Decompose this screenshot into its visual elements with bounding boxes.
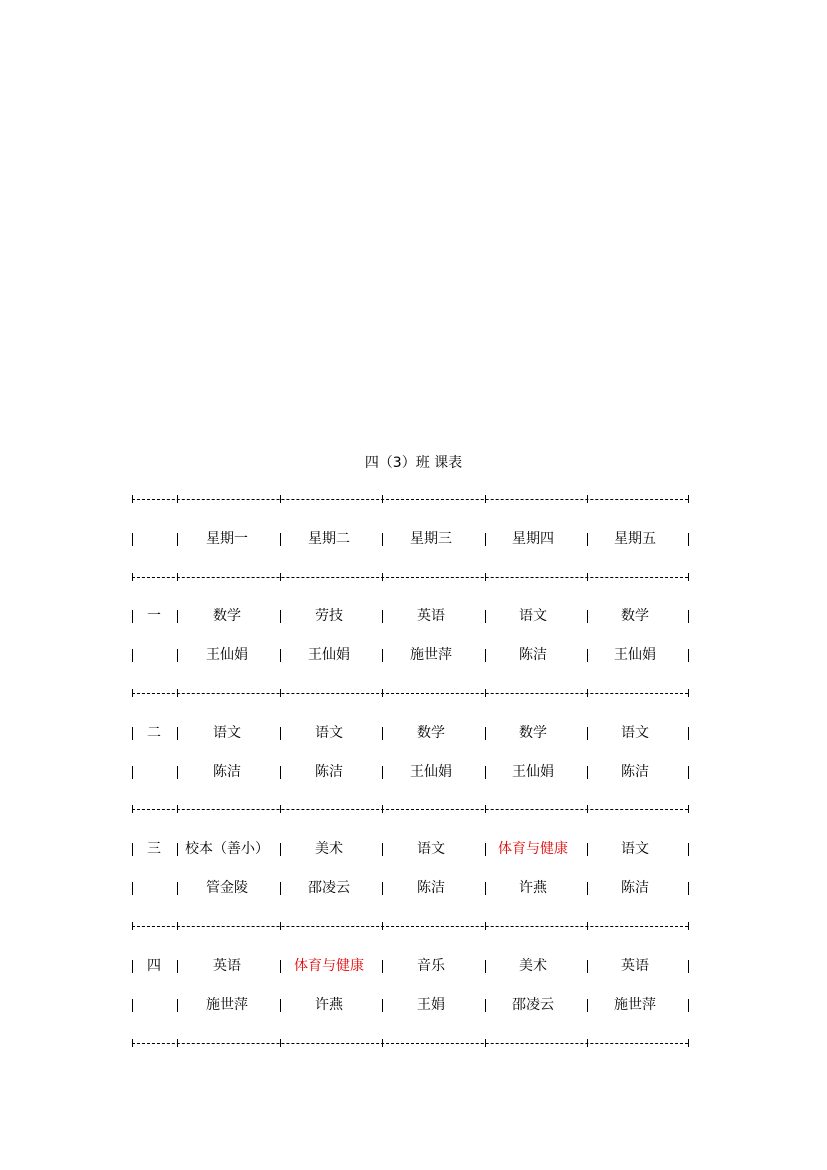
table-border-tick xyxy=(280,922,281,930)
subject-cell: 英语 xyxy=(621,958,649,974)
period-label: 二 xyxy=(147,725,161,741)
table-border-tick xyxy=(132,495,133,503)
table-column-divider xyxy=(688,960,689,973)
table-column-divider xyxy=(688,649,689,662)
subject-cell: 语文 xyxy=(315,725,343,741)
table-border-tick xyxy=(280,573,281,581)
subject-cell: 体育与健康 xyxy=(294,958,364,974)
subject-cell: 数学 xyxy=(621,608,649,624)
table-border-tick xyxy=(688,922,689,930)
table-column-divider xyxy=(688,882,689,895)
table-column-divider xyxy=(132,882,133,895)
table-border-tick xyxy=(177,573,178,581)
table-border-tick xyxy=(382,1039,383,1047)
table-border-tick xyxy=(587,805,588,813)
subject-cell: 数学 xyxy=(213,608,241,624)
table-border-tick xyxy=(485,805,486,813)
table-border-tick xyxy=(587,573,588,581)
teacher-cell: 陈洁 xyxy=(417,880,445,896)
teacher-cell: 许燕 xyxy=(519,880,547,896)
table-column-divider xyxy=(688,843,689,856)
table-column-divider xyxy=(132,533,133,546)
table-border-tick xyxy=(485,1039,486,1047)
teacher-cell: 施世萍 xyxy=(206,997,248,1013)
subject-cell: 劳技 xyxy=(315,608,343,624)
table-border-tick xyxy=(688,495,689,503)
subject-cell: 英语 xyxy=(213,958,241,974)
table-border-tick xyxy=(382,573,383,581)
table-border-line xyxy=(132,809,688,810)
table-column-divider xyxy=(688,610,689,623)
table-border-line xyxy=(132,499,688,500)
teacher-cell: 管金陵 xyxy=(206,880,248,896)
teacher-cell: 陈洁 xyxy=(213,764,241,780)
subject-cell: 语文 xyxy=(621,725,649,741)
table-border-tick xyxy=(280,805,281,813)
table-border-tick xyxy=(587,689,588,697)
table-border-tick xyxy=(688,689,689,697)
table-border-tick xyxy=(382,689,383,697)
table-border-tick xyxy=(177,495,178,503)
teacher-cell: 陈洁 xyxy=(621,764,649,780)
subject-cell: 校本（善小） xyxy=(185,841,269,857)
table-border-tick xyxy=(177,1039,178,1047)
table-border-tick xyxy=(280,689,281,697)
table-border-tick xyxy=(485,922,486,930)
header-cell: 星期二 xyxy=(308,531,350,547)
table-border-tick xyxy=(587,495,588,503)
table-border-line xyxy=(132,693,688,694)
table-column-divider xyxy=(132,766,133,779)
teacher-cell: 王娟 xyxy=(417,997,445,1013)
table-border-tick xyxy=(177,922,178,930)
table-border-tick xyxy=(485,573,486,581)
table-column-divider xyxy=(688,766,689,779)
table-border-tick xyxy=(132,805,133,813)
table-border-tick xyxy=(382,805,383,813)
subject-cell: 美术 xyxy=(315,841,343,857)
table-border-tick xyxy=(688,1039,689,1047)
header-cell: 星期五 xyxy=(614,531,656,547)
table-border-tick xyxy=(177,805,178,813)
subject-cell: 语文 xyxy=(519,608,547,624)
teacher-cell: 陈洁 xyxy=(519,647,547,663)
period-label: 三 xyxy=(147,841,161,857)
teacher-cell: 施世萍 xyxy=(614,997,656,1013)
table-border-tick xyxy=(382,495,383,503)
table-border-tick xyxy=(280,1039,281,1047)
subject-cell: 音乐 xyxy=(417,958,445,974)
teacher-cell: 施世萍 xyxy=(410,647,452,663)
table-border-tick xyxy=(485,495,486,503)
subject-cell: 语文 xyxy=(417,841,445,857)
subject-cell: 数学 xyxy=(519,725,547,741)
subject-cell: 美术 xyxy=(519,958,547,974)
table-column-divider xyxy=(132,999,133,1012)
teacher-cell: 王仙娟 xyxy=(512,764,554,780)
teacher-cell: 邵凌云 xyxy=(308,880,350,896)
page-title: 四（3）班 课表 xyxy=(364,455,463,471)
table-border-tick xyxy=(587,922,588,930)
teacher-cell: 陈洁 xyxy=(621,880,649,896)
table-border-tick xyxy=(280,495,281,503)
table-border-tick xyxy=(688,805,689,813)
subject-cell: 数学 xyxy=(417,725,445,741)
period-label: 四 xyxy=(147,958,161,974)
subject-cell: 体育与健康 xyxy=(498,841,568,857)
header-cell: 星期一 xyxy=(206,531,248,547)
period-label: 一 xyxy=(147,608,161,624)
teacher-cell: 王仙娟 xyxy=(206,647,248,663)
subject-cell: 语文 xyxy=(213,725,241,741)
table-border-tick xyxy=(382,922,383,930)
table-border-tick xyxy=(688,573,689,581)
teacher-cell: 王仙娟 xyxy=(410,764,452,780)
table-border-tick xyxy=(132,689,133,697)
table-border-line xyxy=(132,577,688,578)
teacher-cell: 许燕 xyxy=(315,997,343,1013)
table-border-tick xyxy=(587,1039,588,1047)
table-border-line xyxy=(132,926,688,927)
table-border-tick xyxy=(132,1039,133,1047)
table-column-divider xyxy=(688,999,689,1012)
teacher-cell: 王仙娟 xyxy=(308,647,350,663)
table-border-tick xyxy=(177,689,178,697)
table-border-line xyxy=(132,1043,688,1044)
table-border-tick xyxy=(132,922,133,930)
header-cell: 星期三 xyxy=(410,531,452,547)
table-border-tick xyxy=(485,689,486,697)
teacher-cell: 陈洁 xyxy=(315,764,343,780)
header-cell: 星期四 xyxy=(512,531,554,547)
subject-cell: 语文 xyxy=(621,841,649,857)
teacher-cell: 王仙娟 xyxy=(614,647,656,663)
table-column-divider xyxy=(132,649,133,662)
table-column-divider xyxy=(688,533,689,546)
teacher-cell: 邵凌云 xyxy=(512,997,554,1013)
subject-cell: 英语 xyxy=(417,608,445,624)
table-column-divider xyxy=(688,727,689,740)
table-border-tick xyxy=(132,573,133,581)
